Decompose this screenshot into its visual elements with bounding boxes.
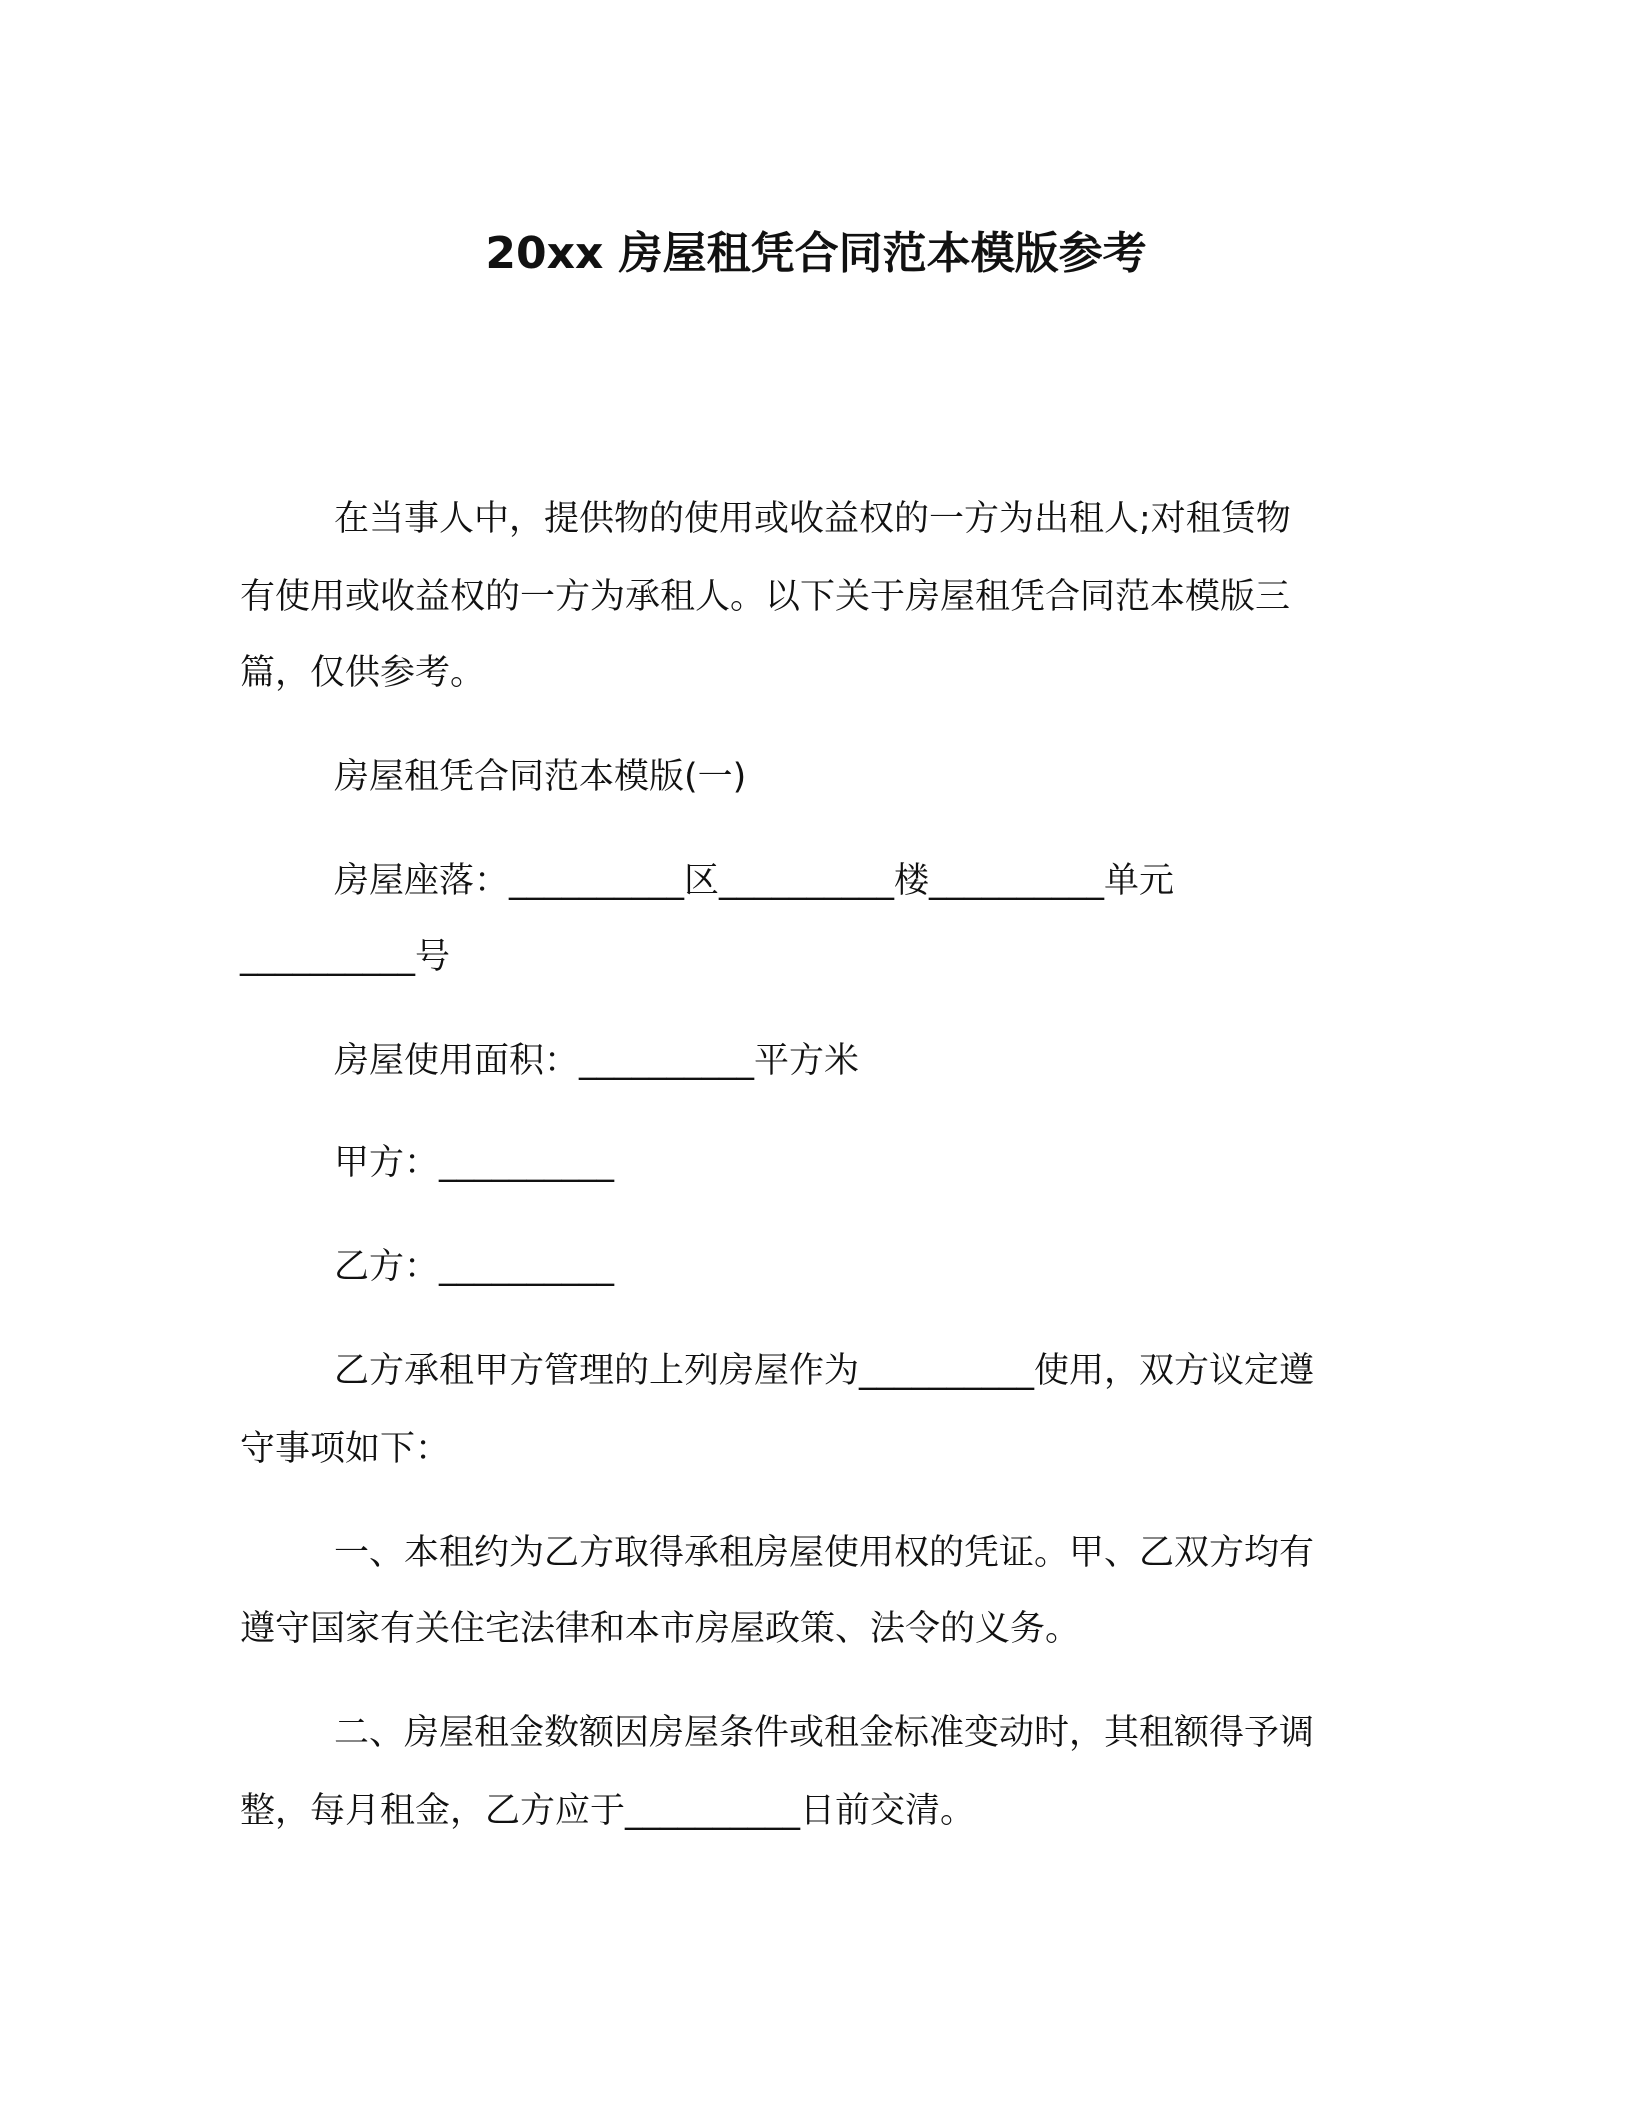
paragraph-line: __________号 — [240, 937, 451, 977]
paragraph-line: 有使用或收益权的一方为承租人。以下关于房屋租凭合同范本模版三 — [240, 577, 1291, 617]
paragraph-line: 房屋使用面积：__________平方米 — [334, 1041, 860, 1081]
paragraph-line: 乙方：__________ — [334, 1247, 615, 1287]
paragraph-line: 篇，仅供参考。 — [240, 653, 486, 693]
paragraph-line: 房屋座落：__________区__________楼__________单元 — [334, 861, 1175, 901]
section-heading: 房屋租凭合同范本模版(一) — [334, 757, 747, 797]
paragraph-line: 遵守国家有关住宅法律和本市房屋政策、法令的义务。 — [240, 1609, 1081, 1649]
paragraph-line: 乙方承租甲方管理的上列房屋作为__________使用，双方议定遵 — [334, 1351, 1315, 1391]
paragraph-line: 在当事人中，提供物的使用或收益权的一方为出租人;对租赁物 — [334, 499, 1291, 539]
paragraph-line: 一、本租约为乙方取得承租房屋使用权的凭证。甲、乙双方均有 — [334, 1533, 1315, 1573]
paragraph-line: 守事项如下： — [240, 1429, 451, 1469]
paragraph-line: 甲方：__________ — [334, 1143, 615, 1183]
document-title: 20xx 房屋租凭合同范本模版参考 — [485, 228, 1147, 279]
paragraph-line: 整，每月租金，乙方应于__________日前交清。 — [240, 1791, 976, 1831]
paragraph-line: 二、房屋租金数额因房屋条件或租金标准变动时，其租额得予调 — [334, 1713, 1315, 1753]
